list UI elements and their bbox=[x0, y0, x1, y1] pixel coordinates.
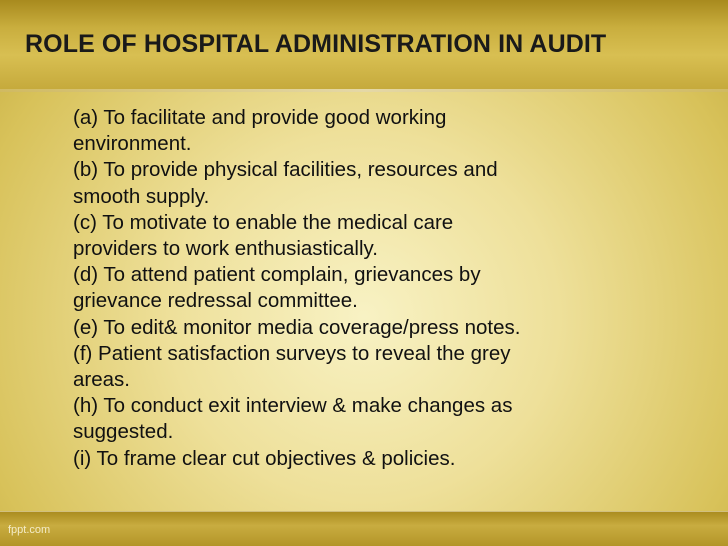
body-line: (c) To motivate to enable the medical care bbox=[73, 210, 454, 234]
body-line: (f) Patient satisfaction surveys to reveal the grey bbox=[73, 341, 511, 365]
body-line: providers to work enthusiastically. bbox=[73, 237, 378, 261]
body-line: suggested. bbox=[73, 420, 174, 444]
body-line: smooth supply. bbox=[73, 184, 210, 208]
body-line: (b) To provide physical facilities, resources and bbox=[73, 158, 498, 182]
body-line: (h) To conduct exit interview & make changes as bbox=[73, 394, 513, 418]
body-line: (i) To frame clear cut objectives & policies. bbox=[73, 446, 456, 470]
body-line: (e) To edit& monitor media coverage/press notes. bbox=[73, 315, 521, 339]
body-line: grievance redressal committee. bbox=[73, 289, 358, 313]
footer-watermark: fppt.com bbox=[8, 524, 51, 536]
slide-title: ROLE OF HOSPITAL ADMINISTRATION IN AUDIT bbox=[25, 30, 607, 58]
body-line: areas. bbox=[73, 368, 130, 392]
body-line: environment. bbox=[73, 132, 192, 156]
body-line: (d) To attend patient complain, grievances by bbox=[73, 263, 481, 287]
footer-band bbox=[0, 511, 728, 546]
body-line: (a) To facilitate and provide good working bbox=[73, 106, 447, 129]
slide-body bbox=[73, 105, 713, 472]
title-band bbox=[0, 0, 728, 92]
